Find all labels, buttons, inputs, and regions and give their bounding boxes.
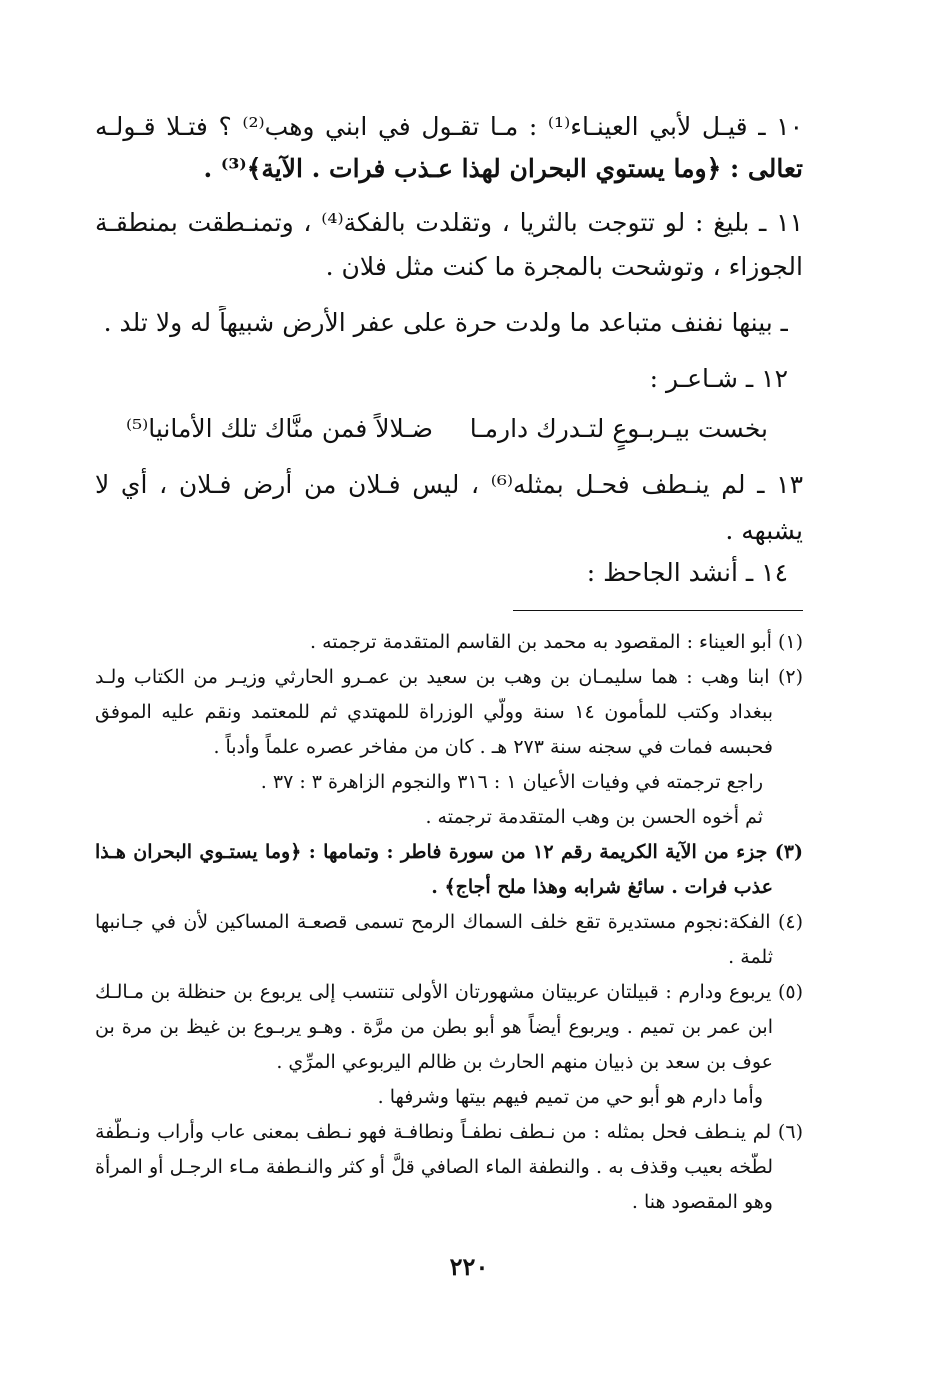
footnote-line: (٢) ابنا وهب : هما سليمـان بن وهب بن سعيد بن عمـرو الحارثي وزيـر من الكتاب ولـد <box>95 666 803 688</box>
main-line: ـ بينها نفنف متباعد ما ولدت حرة على عفر الأرض شبيهاً له ولا تلد . <box>103 308 788 337</box>
main-line: ١١ ـ بليغ : لو تتوجت بالثريا ، وتقلدت بالفكة⁽⁴⁾ ، وتمنـطقت بمنطقـة <box>95 208 803 237</box>
footnote-line: وأما دارم هو أبو حي من تميم فيهم بيتها وشرفها . <box>377 1086 763 1108</box>
footnote-line: (٦) لم ينـطف فحل بمثله : من نـطف نطفـاً ونطافـة فهو نـطف بمعنى عاب وأراب ونـطّفة <box>95 1121 803 1143</box>
footnote-line: لطّخه بعيب وقذف به . والنطفة الماء الصافي قلَّ أو كثر والنـطفة مـاء الرجـل أو المرأة <box>95 1156 773 1178</box>
footnote-divider <box>513 610 803 611</box>
footnote-line: راجع ترجمته في وفيات الأعيان ١ : ٣١٦ والنجوم الزاهرة ٣ : ٣٧ . <box>260 771 763 793</box>
footnote-line: ثم أخوه الحسن بن وهب المتقدمة ترجمته . <box>425 806 763 828</box>
main-line: ١٤ ـ أنشد الجاحظ : <box>586 558 788 587</box>
main-line: ١٣ ـ لم ينـطف فحـل بمثله⁽⁶⁾ ، ليس فـلان من أرض فـلان ، أي لا <box>95 470 803 499</box>
main-line <box>95 152 803 186</box>
main-line: الجوزاء ، وتوشحت بالمجرة ما كنت مثل فلان . <box>325 252 803 281</box>
main-line: يشبهه . <box>725 516 803 545</box>
footnote-line: (١) أبو العيناء : المقصود به محمد بن القاسم المتقدمة ترجمته . <box>310 631 803 653</box>
footnote-line: (٣) جزء من الآية الكريمة رقم ١٢ من سورة فاطر : وتمامها : ﴿وما يستـوي البحران هـذا <box>95 841 803 863</box>
footnote-line: عوف بن سعد بن ذبيان منهم الحارث بن ظالم اليربوعي المرِّي . <box>276 1051 773 1073</box>
verse-second-hemistich: ضـلالاً فمن منَّاك تلك الأمانيا⁽⁵⁾ <box>125 414 433 443</box>
quran-quote: تعالى : ﴿وما يستوي البحران لهذا عـذب فرات . الآية﴾⁽³⁾ . <box>203 154 803 183</box>
footnote-line: ببغداد وكتب للمأمون ١٤ سنة وولّي الوزراة للمهتدي ثم للمعتمد ونقم عليه الموفق <box>95 701 773 723</box>
footnote-line: وهو المقصود هنا . <box>631 1191 773 1213</box>
main-line: ١٠ ـ قيـل لأبي العينـاء⁽¹⁾ : مـا تقـول في ابني وهب⁽²⁾ ؟ فتـلا قـولـه <box>95 112 803 141</box>
footnote-line: عذب فرات . سائغ شرابه وهذا ملح أجاج﴾ . <box>431 876 773 898</box>
footnote-line: ابن عمر بن تميم . ويربوع أيضاً هو أبو بطن من مرَّة . وهـو يربـوع بن غيظ بن مرة بن <box>95 1016 773 1038</box>
footnote-line: (٤) الفكة:نجوم مستديرة تقع خلف السماك الرمح تسمى قصعـة المساكين لأن في جـانبها <box>95 911 803 933</box>
poet-heading: ١٢ ـ شـاعـر : <box>649 364 788 393</box>
footnote-line: فحبسه فمات في سجنه سنة ٢٧٣ هـ . كان من مفاخر عصره علماً وأدباً . <box>213 736 773 758</box>
verse-first-hemistich: بخست بيـربـوعٍ لتـدرك دارمـا <box>469 414 768 443</box>
footnote-line: (٥) يربوع ودارم : قبيلتان عربيتان مشهورتان الأولى تنتسب إلى يربوع بن حنظلة بن مـالـك <box>95 981 803 1003</box>
page-number: ٢٢٠ <box>449 1252 489 1281</box>
footnote-line: ثلمة . <box>728 946 773 968</box>
